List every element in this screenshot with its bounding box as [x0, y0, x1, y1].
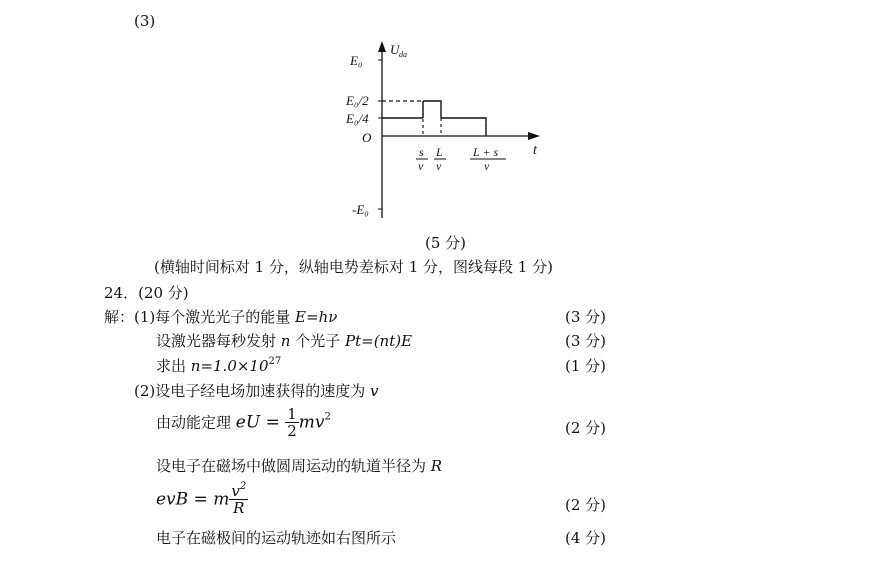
- solution-line-6: 设电子在磁场中做圆周运动的轨道半径为 R: [156, 457, 443, 475]
- y-axis-title-sub: da: [399, 50, 407, 59]
- y-label-e0: E₀: [350, 53, 363, 68]
- origin-label: O: [362, 130, 372, 145]
- score-8: (4 分): [565, 529, 607, 547]
- x-tick-lv-den: v: [436, 159, 442, 173]
- graph-note: (横轴时间标对 1 分，纵轴电势差标对 1 分，图线每段 1 分): [154, 258, 553, 276]
- x-tick-lsv-num: L + s: [473, 145, 499, 159]
- graph-score: (5 分): [425, 234, 467, 252]
- score-1: (3 分): [565, 308, 607, 326]
- score-2: (3 分): [565, 332, 607, 350]
- fraction-v2-over-r: $\frac{v^2}{R}$: [231, 481, 247, 517]
- question-heading: 24．(20 分): [104, 284, 189, 302]
- solution-line-8: 电子在磁极间的运动轨迹如右图所示: [156, 529, 397, 547]
- part-2-label: (2): [134, 382, 156, 400]
- formula: E=hν: [295, 308, 338, 326]
- y-label-e0-quarter: E₀/4: [346, 111, 369, 126]
- solution-line-4: (2)设电子经电场加速获得的速度为 v: [134, 382, 379, 400]
- solution-line-5: 由动能定理 eU = $\frac{1}{2}$ $mv^2$: [156, 405, 331, 440]
- solution-label: 解：: [104, 308, 135, 326]
- graph-line: [423, 101, 486, 136]
- fraction-half: $\frac{1}{2}$: [287, 405, 297, 440]
- y-axis-title: U: [390, 42, 400, 57]
- x-tick-lv-num: L: [436, 145, 443, 159]
- score-3: (1 分): [565, 357, 607, 375]
- x-tick-sv-num: s: [419, 145, 424, 159]
- x-tick-sv-den: v: [418, 159, 424, 173]
- part-1-label: (1): [134, 308, 156, 326]
- formula: n=1.0×10: [190, 357, 269, 375]
- x-tick-lsv-den: v: [484, 159, 490, 173]
- y-label-e0-half: E₀/2: [346, 93, 369, 108]
- formula: Pt=(nt)E: [345, 332, 413, 350]
- solution-line-3: 求出 $n=1.0\times 10^{27}$: [156, 356, 282, 375]
- y-axis-arrow: [378, 41, 386, 52]
- score-5: (2 分): [565, 419, 607, 437]
- solution-line-1: 解：(1)每个激光光子的能量 E=hν: [104, 308, 338, 326]
- solution-line-7: evB = m $\frac{v^2}{R}$: [156, 481, 247, 517]
- potential-difference-graph: [340, 38, 560, 223]
- score-7: (2 分): [565, 496, 607, 514]
- x-axis-title: t: [533, 143, 537, 158]
- part-label: (3): [134, 12, 156, 30]
- y-label-neg-e0: -E₀: [352, 202, 369, 217]
- solution-line-2: 设激光器每秒发射 n 个光子 Pt=(nt)E: [156, 332, 413, 350]
- x-axis-arrow: [528, 132, 540, 140]
